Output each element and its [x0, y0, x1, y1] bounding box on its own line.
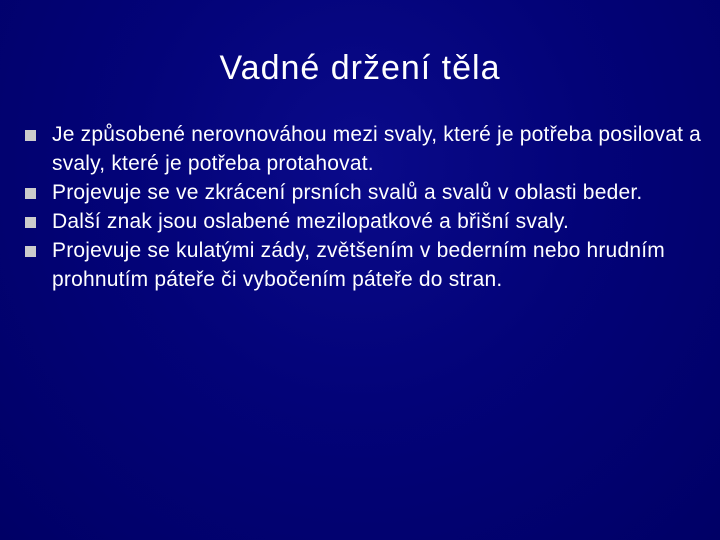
bullet-text-2: Projevuje se ve zkrácení prsních svalů a svalů v oblasti beder. [52, 181, 643, 204]
square-bullet-icon [25, 246, 36, 257]
bullet-text-3: Další znak jsou oslabené mezilopatkové a břišní svaly. [52, 210, 569, 233]
bullet-text-1: Je způsobené nerovnováhou mezi svaly, které je potřeba posilovat a svaly, které je potřeba protahovat. [52, 123, 702, 175]
bullet-item-4 [24, 236, 704, 294]
bullet-item-3 [24, 207, 704, 236]
square-bullet-icon [25, 217, 36, 228]
bullet-list [24, 120, 704, 294]
square-bullet-icon [25, 130, 36, 141]
bullet-item-2 [24, 178, 704, 207]
square-bullet-icon [25, 188, 36, 199]
slide-title: Vadné držení těla [219, 49, 501, 87]
bullet-item-1 [24, 120, 704, 178]
bullet-text-4: Projevuje se kulatými zády, zvětšením v bederním nebo hrudním prohnutím páteře či vybočením páteře do stran. [52, 239, 665, 291]
